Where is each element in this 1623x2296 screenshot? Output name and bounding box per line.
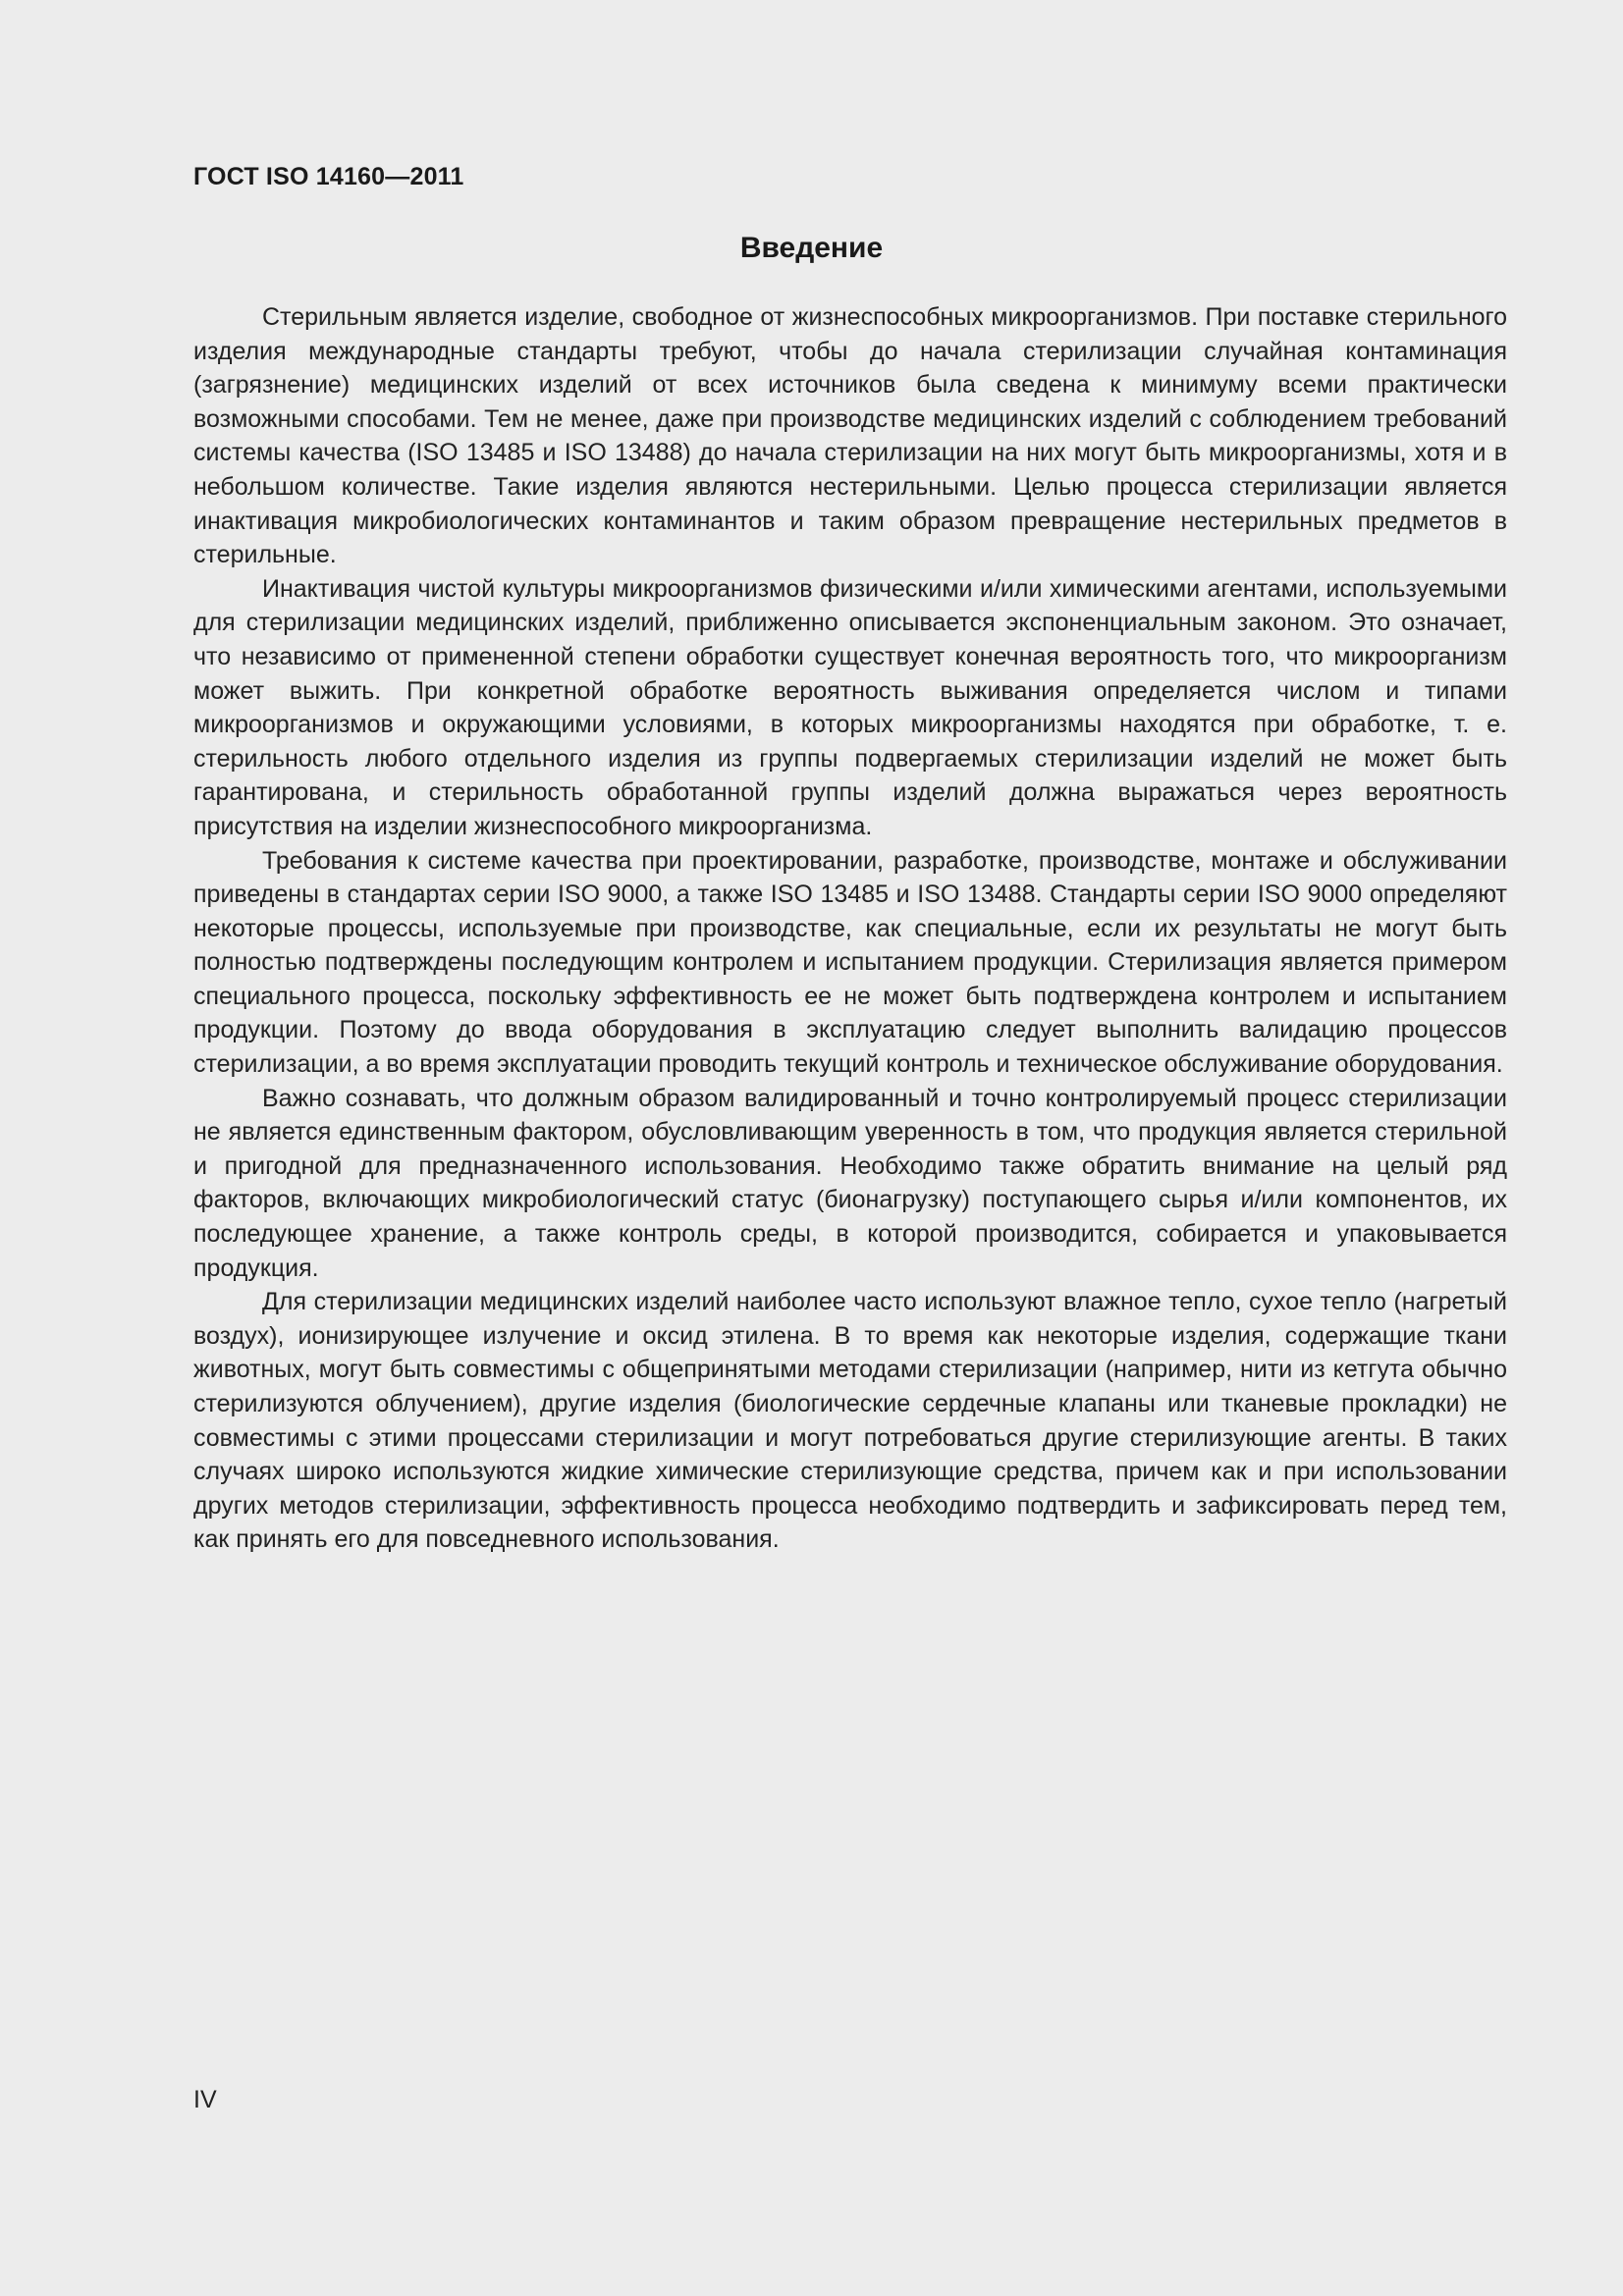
page-number: IV	[193, 2086, 217, 2113]
standard-header: ГОСТ ISO 14160—2011	[193, 163, 464, 190]
paragraph: Требования к системе качества при проектировании, разработке, производстве, монтаже и обслуживании приведены в стандартах серии ISO 9000, а также ISO 13485 и ISO 13488. Стандарты серии ISO 9000 определяют некоторые процессы, используемые при производстве, как специальные, если их результаты не могут быть полностью подтверждены последующим контролем и испытанием продукции. Стерилизация является примером специального процесса, поскольку эффективность ее не может быть подтверждена контролем и испытанием продукции. Поэтому до ввода оборудования в эксплуатацию следует выполнить валидацию процессов стерилизации, а во время эксплуатации проводить текущий контроль и техническое обслуживание оборудования.	[193, 846, 1507, 1079]
paragraph: Важно сознавать, что должным образом валидированный и точно контролируемый процесс стерилизации не является единственным фактором, обусловливающим уверенность в том, что продукция является стерильной и пригодной для предназначенного использования. Необходимо также обратить внимание на целый ряд факторов, включающих микробиологический статус (бионагрузку) поступающего сырья и/или компонентов, их последующее хранение, а также контроль среды, в которой производится, собирается и упаковывается продукция.	[193, 1084, 1507, 1282]
paragraph: Стерильным является изделие, свободное от жизнеспособных микроорганизмов. При поставке стерильного изделия международные стандарты требуют, чтобы до начала стерилизации случайная контаминация (загрязнение) медицинских изделий от всех источников была сведена к минимуму всеми практически возможными способами. Тем не менее, даже при производстве медицинских изделий с соблюдением требований системы качества (ISO 13485 и ISO 13488) до начала стерилизации на них могут быть микроорганизмы, хотя и в небольшом количестве. Такие изделия являются нестерильными. Целью процесса стерилизации является инактивация микробиологических контаминантов и таким образом превращение нестерильных предметов в стерильные.	[193, 303, 1507, 569]
section-title: Введение	[739, 232, 884, 264]
paragraph: Инактивация чистой культуры микроорганизмов физическими и/или химическими агентами, используемыми для стерилизации медицинских изделий, приближенно описывается экспоненциальным законом. Это означает, что независимо от примененной степени обработки существует конечная вероятность того, что микроорганизм может выжить. При конкретной обработке вероятность выживания определяется числом и типами микроорганизмов и окружающими условиями, в которых микроорганизмы находятся при обработке, т. е. стерильность любого отдельного изделия из группы подвергаемых стерилизации изделий не может быть гарантирована, и стерильность обработанной группы изделий должна выражаться через вероятность присутствия на изделии жизнеспособного микроорганизма.	[193, 574, 1507, 840]
paragraph: Для стерилизации медицинских изделий наиболее часто используют влажное тепло, сухое тепло (нагретый воздух), ионизирующее излучение и оксид этилена. В то время как некоторые изделия, содержащие ткани животных, могут быть совместимы с общепринятыми методами стерилизации (например, нити из кетгута обычно стерилизуются облучением), другие изделия (биологические сердечные клапаны или тканевые прокладки) не совместимы с этими процессами стерилизации и могут потребоваться другие стерилизующие агенты. В таких случаях широко используются жидкие химические стерилизующие средства, причем как и при использовании других методов стерилизации, эффективность процесса необходимо подтвердить и зафиксировать перед тем, как принять его для повседневного использования.	[193, 1288, 1507, 1554]
document-body	[193, 300, 1507, 1557]
